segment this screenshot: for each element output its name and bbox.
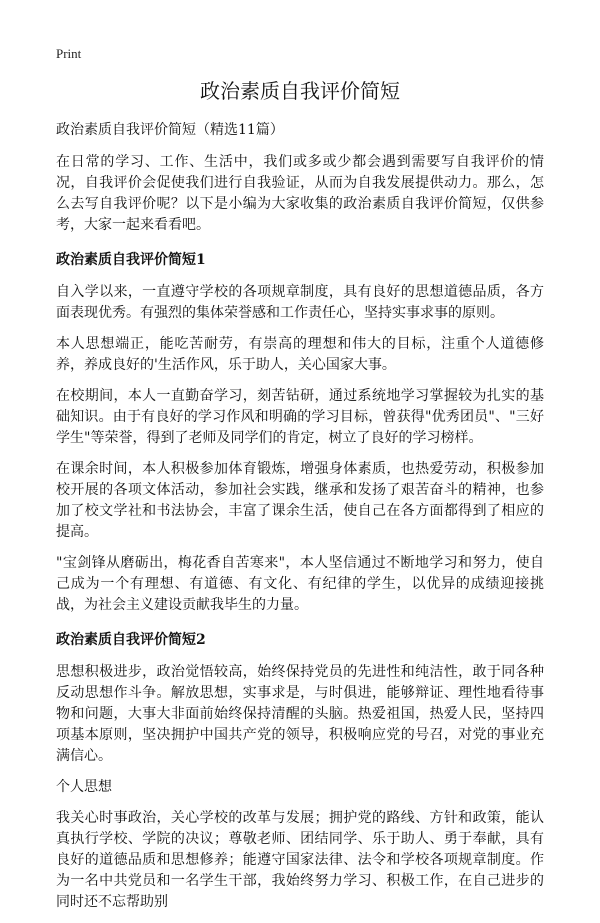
article-subtitle: 政治素质自我评价简短（精选11篇） [56,122,284,138]
section-2-paragraph: 思想积极进步，政治觉悟较高，始终保持党员的先进性和纯洁性，敢于同各种反动思想作斗争。解放思想，实事求是，与时俱进，能够辩证、理性地看待事物和问题，大事大非面前始终保持清醒的头脑。热爱祖国，热爱人民，坚持四项基本原则，坚决拥护中国共产党的领导，积极响应党的号召，对党的事业充满信心。 [56,664,544,764]
section-1-paragraph: 在校期间，本人一直勤奋学习，刻苦钻研，通过系统地学习掌握较为扎实的基础知识。由于有良好的学习作风和明确的学习目标，曾获得"优秀团员"、"三好学生"等荣誉，得到了老师及同学们的肯定，树立了良好的学习榜样。 [56,388,544,446]
print-link[interactable]: Print [56,46,82,61]
page-title: 政治素质自我评价简短 [200,79,400,103]
section-2-paragraph: 我关心时事政治，关心学校的改革与发展；拥护党的路线、方针和政策，能认真执行学校、学院的决议；尊敬老师、团结同学、乐于助人、勇于奉献，具有良好的道德品质和思想修养；能遵守国家法律、法令和学校各项规章制度。作为一名中共党员和一名学生干部，我始终努力学习、积极工作，在自己进步的同时还不忘帮助别 [56,810,544,910]
section-heading-2: 政治素质自我评价简短2 [56,632,206,648]
section-1-paragraph: 自入学以来，一直遵守学校的各项规章制度，具有良好的思想道德品质，各方面表现优秀。有强烈的集体荣誉感和工作责任心，坚持实事求事的原则。 [56,284,544,321]
section-1-paragraph: 本人思想端正，能吃苦耐劳，有崇高的理想和伟大的目标，注重个人道德修养，养成良好的'生活作风，乐于助人，关心国家大事。 [56,336,544,373]
section-1-paragraph: "宝剑锋从磨砺出，梅花香自苦寒来"，本人坚信通过不断地学习和努力，使自己成为一个有理想、有道德、有文化、有纪律的学生，以优异的成绩迎接挑战，为社会主义建设贡献我毕生的力量。 [56,555,544,613]
section-1-paragraph: 在课余时间，本人积极参加体育锻炼，增强身体素质，也热爱劳动，积极参加校开展的各项文体活动，参加社会实践，继承和发扬了艰苦奋斗的精神，也参加了校文学社和书法协会，丰富了课余生活，使自己在各方面都得到了相应的提高。 [56,461,544,540]
article-body [56,120,544,923]
section-2-subheading: 个人思想 [56,779,112,795]
section-heading-1: 政治素质自我评价简短1 [56,252,206,268]
intro-paragraph: 在日常的学习、工作、生活中，我们或多或少都会遇到需要写自我评价的情况，自我评价会促使我们进行自我验证，从而为自我发展提供动力。那么，怎么去写自我评价呢？以下是小编为大家收集的政治素质自我评价简短，仅供参考，大家一起来看看吧。 [56,154,544,233]
